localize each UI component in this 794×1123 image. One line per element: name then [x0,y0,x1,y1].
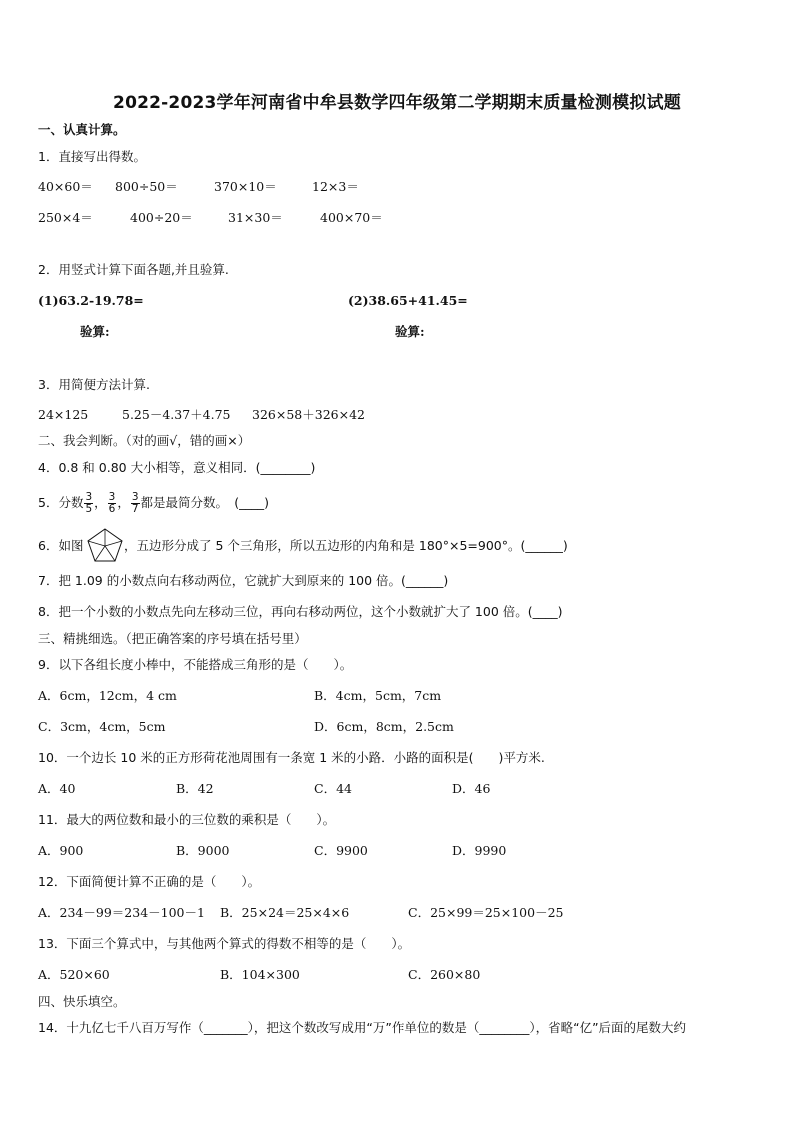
q12-option-c: C．25×99＝25×100－25 [408,905,564,920]
page-title: 2022-2023学年河南省中牟县数学四年级第二学期期末质量检测模拟试题 [113,93,681,113]
q9-option-a: A．6cm，12cm，4 cm [38,688,177,703]
q2-part-a: (1)63.2-19.78= [38,293,144,308]
q13-option-b: B．104×300 [220,967,300,982]
q12-option-a: A．234－99＝234－100－1 [38,905,205,920]
q2-check-b: 验算: [395,324,425,339]
question-7: 7．把 1.09 的小数点向右移动两位，它就扩大到原来的 100 倍。(______) [38,573,449,588]
q11-option-b: B．9000 [176,843,230,858]
fraction-3-7: $\frac{3}{7}$ [131,491,139,515]
q1-item-3: 370×10＝ [214,179,277,194]
question-3-stem: 3．用简便方法计算. [38,377,150,392]
question-5 [38,492,269,515]
question-6-text: ，五边形分成了 5 个三角形，所以五边形的内角和是 180°×5=900°。(______) [124,538,568,553]
question-6-prefix: 6．如图 [38,538,84,553]
q1-item-1: 40×60＝ [38,179,93,194]
q13-option-a: A．520×60 [38,967,110,982]
q11-option-c: C．9900 [314,843,368,858]
q12-option-b: B．25×24＝25×4×6 [220,905,350,920]
question-1-stem: 1．直接写出得数。 [38,149,146,164]
question-14: 14．十九亿七千八百万写作（_______），把这个数改写成用“万”作单位的数是（________），省略“亿”后面的尾数大约 [38,1020,687,1035]
q9-option-c: C．3cm，4cm，5cm [38,719,166,734]
q3-item-2: 5.25－4.37＋4.75 [122,407,231,422]
q9-option-d: D．6cm，8cm，2.5cm [314,719,454,734]
q3-item-1: 24×125 [38,407,89,422]
section-heading-2: 二、我会判断。（对的画√，错的画×） [38,433,251,448]
question-12-stem: 12．下面简便计算不正确的是（ ）。 [38,874,261,889]
q10-option-b: B．42 [176,781,214,796]
section-heading-1: 一、认真计算。 [38,122,126,137]
q1-item-7: 31×30＝ [228,210,283,225]
q10-option-d: D．46 [452,781,491,796]
question-10-stem: 10．一个边长 10 米的正方形荷花池周围有一条宽 1 米的小路．小路的面积是( )平方米. [38,750,545,765]
q5-sep-2: ， [117,495,130,510]
question-11-stem: 11．最大的两位数和最小的三位数的乘积是（ ）。 [38,812,336,827]
pentagon-diagram-icon [86,527,124,563]
question-2-stem: 2．用竖式计算下面各题,并且验算. [38,262,229,277]
question-8: 8．把一个小数的小数点先向左移动三位，再向右移动两位，这个小数就扩大了 100 倍。(____) [38,604,563,619]
q5-prefix: 5．分数 [38,495,84,510]
q10-option-c: C．44 [314,781,352,796]
fraction-3-5: $\frac{3}{5}$ [85,491,93,515]
q5-suffix: 都是最简分数。 (____) [140,495,270,510]
q2-part-b: (2)38.65+41.45= [348,293,468,308]
fraction-3-6: $\frac{3}{6}$ [108,491,116,515]
q1-item-6: 400÷20＝ [130,210,193,225]
question-9-stem: 9．以下各组长度小棒中，不能搭成三角形的是（ ）。 [38,657,353,672]
q5-sep-1: ， [94,495,107,510]
q11-option-a: A．900 [38,843,84,858]
section-heading-4: 四、快乐填空。 [38,994,126,1009]
q11-option-d: D．9990 [452,843,507,858]
question-13-stem: 13．下面三个算式中，与其他两个算式的得数不相等的是（ ）。 [38,936,411,951]
q13-option-c: C．260×80 [408,967,481,982]
q1-item-4: 12×3＝ [312,179,359,194]
section-heading-3: 三、精挑细选。（把正确答案的序号填在括号里） [38,631,307,646]
q1-item-5: 250×4＝ [38,210,93,225]
q1-item-8: 400×70＝ [320,210,383,225]
q9-option-b: B．4cm，5cm，7cm [314,688,442,703]
q2-check-a: 验算: [80,324,110,339]
question-4: 4．0.8 和 0.80 大小相等，意义相同．(________) [38,460,316,475]
q3-item-3: 326×58＋326×42 [252,407,365,422]
q1-item-2: 800÷50＝ [115,179,178,194]
q10-option-a: A．40 [38,781,76,796]
